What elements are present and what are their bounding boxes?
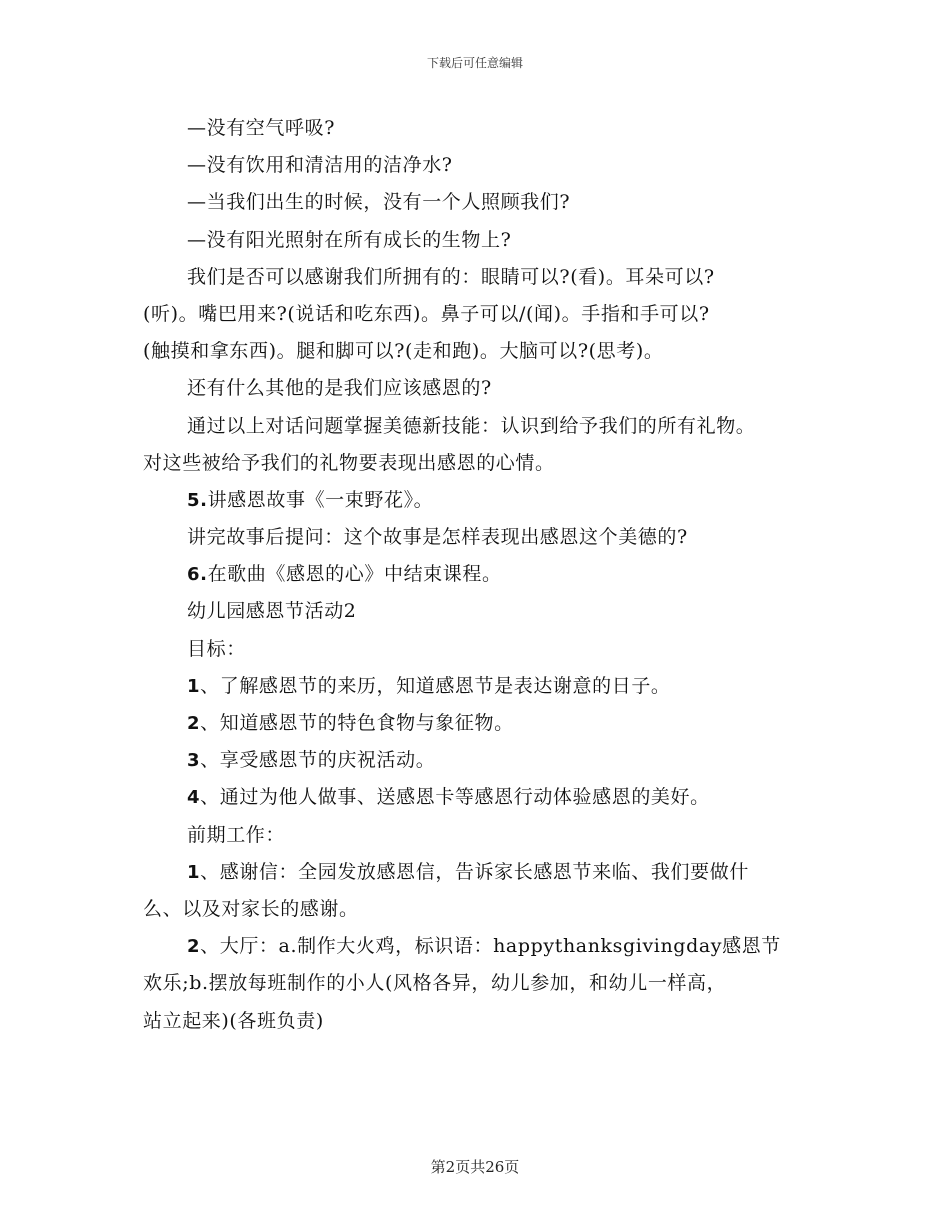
line-text: —没有阳光照射在所有成长的生物上?	[187, 228, 512, 251]
line-text: 、知道感恩节的特色食物与象征物。	[200, 712, 514, 734]
paragraph-line	[143, 928, 813, 965]
line-text: 在歌曲《感恩的心》中结束课程。	[207, 563, 502, 586]
paragraph-line	[143, 891, 813, 928]
paragraph-line	[143, 408, 813, 445]
paragraph-line	[143, 779, 813, 816]
list-number: 2	[187, 936, 201, 958]
line-text: 讲完故事后提问：这个故事是怎样表现出感恩这个美德的?	[187, 526, 688, 549]
paragraph-line	[143, 742, 813, 779]
line-text: 讲感恩故事《一束野花》。	[207, 488, 434, 511]
line-text: 我们是否可以感谢我们所拥有的：眼睛可以?(看)。耳朵可以?	[187, 265, 715, 288]
line-text: —当我们出生的时候，没有一个人照顾我们?	[187, 191, 571, 214]
line-text: (触摸和拿东西)。腿和脚可以?(走和跑)。大脑可以?(思考)。	[143, 340, 664, 363]
line-text: 目标：	[187, 637, 246, 660]
list-number: 1	[187, 861, 201, 883]
list-number: 1	[187, 675, 201, 697]
paragraph-line	[143, 593, 813, 630]
line-text: —没有饮用和清洁用的洁净水?	[187, 154, 453, 177]
paragraph-line	[143, 110, 813, 147]
paragraph-line	[143, 147, 813, 184]
list-number: 4	[187, 787, 201, 809]
paragraph-line	[143, 370, 813, 407]
line-text: 、大厅：a.制作大火鸡，标识语：happythanksgivingday感恩节	[200, 935, 781, 958]
page-footer: 第2页共26页	[430, 1158, 520, 1176]
line-text: 么、以及对家长的感谢。	[143, 897, 359, 920]
list-number: 5.	[187, 489, 208, 511]
line-text: 通过以上对话问题掌握美德新技能：认识到给予我们的所有礼物。	[187, 414, 756, 437]
page-header: 下载后可任意编辑	[426, 56, 523, 70]
line-text: 、感谢信：全园发放感恩信，告诉家长感恩节来临、我们要做什	[200, 860, 749, 883]
list-number: 2	[187, 713, 201, 734]
paragraph-line	[143, 333, 813, 370]
list-number: 6.	[187, 564, 208, 586]
paragraph-line	[143, 1003, 813, 1040]
document-body	[143, 110, 813, 1040]
line-text: 幼儿园感恩节活动2	[187, 600, 357, 623]
paragraph-line	[143, 705, 813, 742]
paragraph-line	[143, 482, 813, 519]
line-text: 、了解感恩节的来历，知道感恩节是表达谢意的日子。	[200, 674, 671, 697]
paragraph-line	[143, 631, 813, 668]
paragraph-line	[143, 965, 813, 1002]
paragraph-line	[143, 222, 813, 259]
line-text: 、享受感恩节的庆祝活动。	[200, 749, 436, 772]
line-text: 前期工作：	[187, 823, 286, 846]
line-text: (听)。嘴巴用来?(说话和吃东西)。鼻子可以/(闻)。手指和手可以?	[143, 302, 710, 325]
paragraph-line	[143, 184, 813, 221]
paragraph-line	[143, 259, 813, 296]
paragraph-line	[143, 445, 813, 482]
paragraph-line	[143, 556, 813, 593]
line-text: 对这些被给予我们的礼物要表现出感恩的心情。	[143, 451, 555, 474]
paragraph-line	[143, 519, 813, 556]
line-text: 还有什么其他的是我们应该感恩的?	[187, 377, 492, 400]
line-text: 欢乐;b.摆放每班制作的小人(风格各异，幼儿参加，和幼儿一样高，	[143, 972, 727, 995]
line-text: —没有空气呼吸?	[187, 117, 335, 139]
line-text: 站立起来)(各班负责)	[143, 1009, 324, 1032]
paragraph-line	[143, 296, 813, 333]
paragraph-line	[143, 854, 813, 891]
line-text: 、通过为他人做事、送感恩卡等感恩行动体验感恩的美好。	[200, 786, 710, 809]
paragraph-line	[143, 668, 813, 705]
paragraph-line	[143, 817, 813, 854]
list-number: 3	[187, 750, 201, 772]
